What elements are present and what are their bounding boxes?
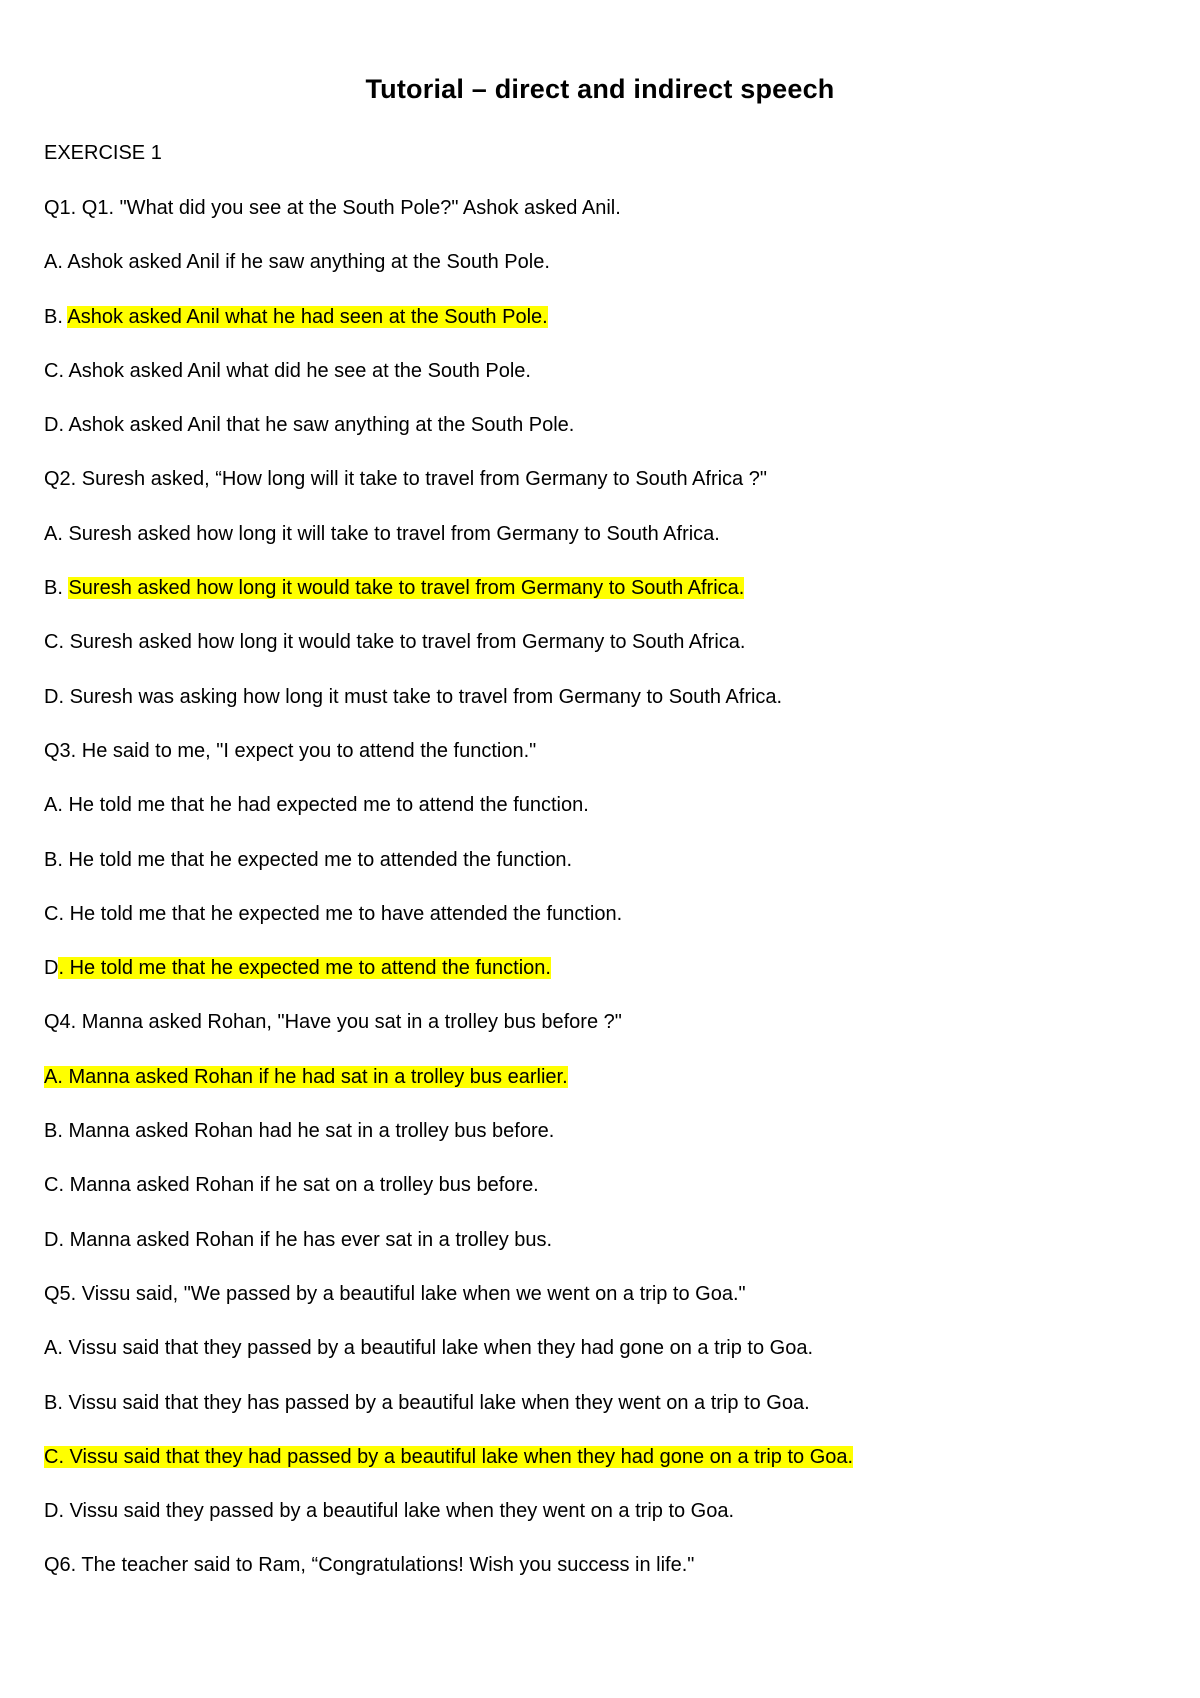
line-text: He told me that he expected me to have attended the function. [69, 902, 623, 925]
answer-option [44, 1443, 1164, 1497]
answer-option [44, 520, 1164, 574]
answer-option [44, 628, 1164, 682]
line-text: Vissu said that they has passed by a beautiful lake when they went on a trip to Goa. [68, 1391, 810, 1414]
question-text [44, 194, 1164, 248]
page-title: Tutorial – direct and indirect speech [365, 74, 835, 104]
highlighted-answer: Suresh asked how long it would take to travel from Germany to South Africa. [68, 577, 745, 600]
question-text [44, 465, 1164, 519]
option-letter: D [44, 957, 59, 980]
question-text [44, 1551, 1164, 1605]
highlighted-answer: . He told me that he expected me to attend the function. [58, 957, 551, 980]
answer-option [44, 900, 1164, 954]
option-letter: B. [44, 848, 69, 871]
option-letter: C. [44, 359, 69, 382]
answer-option [44, 683, 1164, 737]
question-text [44, 1008, 1164, 1062]
answer-option [44, 411, 1164, 465]
line-text: Vissu said they passed by a beautiful lake when they went on a trip to Goa. [69, 1500, 735, 1523]
answer-option [44, 791, 1164, 845]
line-text: He told me that he expected me to attended the function. [68, 848, 573, 871]
option-letter: C. [44, 902, 70, 925]
line-text: Q6. The teacher said to Ram, “Congratulations! Wish you success in life." [44, 1554, 695, 1577]
option-letter: A. [44, 1337, 69, 1360]
answer-option [44, 1063, 1164, 1117]
line-text: Ashok asked Anil if he saw anything at the South Pole. [67, 251, 550, 274]
line-text: Q5. Vissu said, "We passed by a beautiful lake when we went on a trip to Goa." [44, 1282, 746, 1305]
line-text: Manna asked Rohan if he has ever sat in a trolley bus. [69, 1228, 553, 1251]
option-letter: A. [44, 522, 69, 545]
line-text: He told me that he had expected me to attend the function. [68, 794, 589, 817]
question-text [44, 1280, 1164, 1334]
highlighted-answer: C. Vissu said that they had passed by a beautiful lake when they had gone on a trip to Goa. [44, 1445, 854, 1468]
question-list [44, 194, 1164, 1606]
line-text: Q4. Manna asked Rohan, "Have you sat in a trolley bus before ?" [44, 1011, 622, 1034]
exercise-heading: EXERCISE 1 [44, 142, 162, 164]
line-text: Ashok asked Anil that he saw anything at the South Pole. [68, 414, 575, 437]
answer-option [44, 303, 1164, 357]
line-text: Q3. He said to me, "I expect you to attend the function." [44, 739, 537, 762]
line-text: Ashok asked Anil what did he see at the South Pole. [68, 359, 531, 382]
answer-option [44, 1226, 1164, 1280]
answer-option [44, 248, 1164, 302]
option-letter: C. [44, 631, 70, 654]
highlighted-answer: Ashok asked Anil what he had seen at the South Pole. [67, 305, 548, 328]
highlighted-answer: A. Manna asked Rohan if he had sat in a trolley bus earlier. [44, 1065, 568, 1088]
option-letter: A. [44, 794, 69, 817]
option-letter: B. [44, 305, 68, 328]
option-letter: A. [44, 251, 68, 274]
line-text: Manna asked Rohan had he sat in a trolley bus before. [68, 1120, 555, 1143]
line-text: Q1. Q1. "What did you see at the South Pole?" Ashok asked Anil. [44, 197, 621, 219]
line-text: Suresh asked how long it would take to travel from Germany to South Africa. [69, 631, 746, 654]
answer-option [44, 1389, 1164, 1443]
option-letter: B. [44, 1120, 69, 1143]
answer-option [44, 1171, 1164, 1225]
answer-option [44, 357, 1164, 411]
line-text: Q2. Suresh asked, “How long will it take to travel from Germany to South Africa ?" [44, 468, 767, 491]
answer-option [44, 1117, 1164, 1171]
option-letter: D. [44, 1228, 70, 1251]
option-letter: D. [44, 685, 70, 708]
option-letter: D. [44, 1500, 70, 1523]
answer-option [44, 574, 1164, 628]
answer-option [44, 954, 1164, 1008]
answer-option [44, 846, 1164, 900]
option-letter: B. [44, 1391, 69, 1414]
option-letter: C. [44, 1174, 70, 1197]
line-text: Vissu said that they passed by a beautiful lake when they had gone on a trip to Goa. [68, 1337, 814, 1360]
answer-option [44, 1334, 1164, 1388]
option-letter: D. [44, 414, 69, 437]
line-text: Manna asked Rohan if he sat on a trolley bus before. [69, 1174, 539, 1197]
question-text [44, 737, 1164, 791]
answer-option [44, 1497, 1164, 1551]
line-text: Suresh asked how long it will take to travel from Germany to South Africa. [68, 522, 720, 545]
option-letter: B. [44, 577, 69, 600]
line-text: Suresh was asking how long it must take to travel from Germany to South Africa. [69, 685, 783, 708]
